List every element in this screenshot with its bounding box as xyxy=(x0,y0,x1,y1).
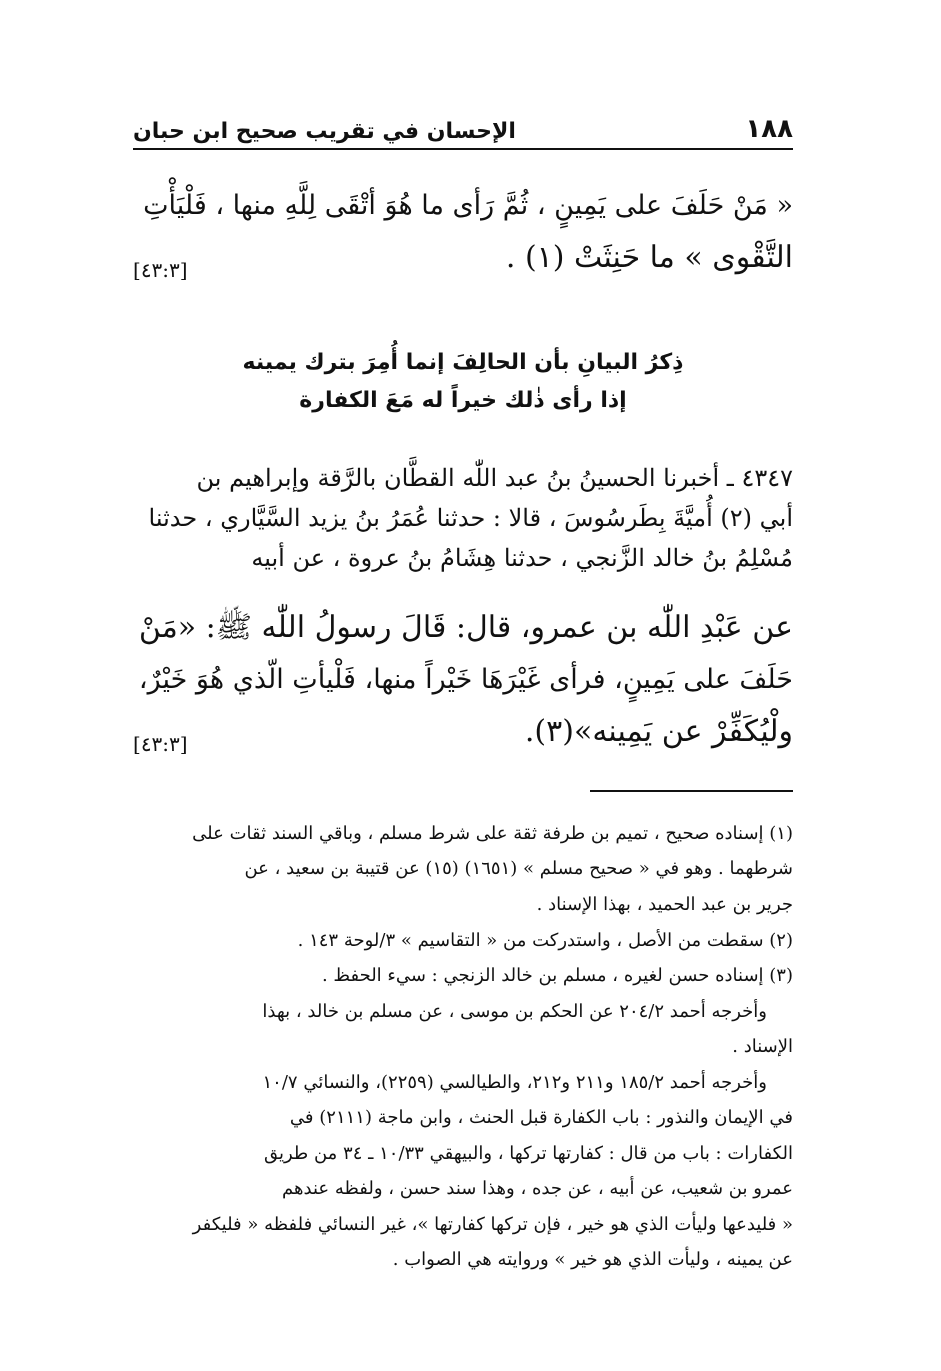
footnote-line: (٣) إسناده حسن لغيره ، مسلم بن خالد الزنجي : سيء الحفظ . xyxy=(321,965,793,986)
footnote-line: الكفارات : باب من قال : كفارتها تركها ، والبيهقي ١٠/٣٣ ـ ٣٤ من طريق xyxy=(263,1143,793,1164)
page-number: ١٨٨ xyxy=(745,114,793,144)
previous-hadith-text xyxy=(133,180,793,284)
chapter-heading xyxy=(133,344,793,420)
reference-mark: [٤٣:٣] xyxy=(133,258,188,282)
footnote-line: (٢) سقطت من الأصل ، واستدركت من « التقاسيم » ٣/لوحة ١٤٣ . xyxy=(297,930,793,951)
page-header xyxy=(133,104,793,150)
text-line: « مَنْ حَلَفَ على يَمِينٍ ، ثُمَّ رَأى ما هُوَ أتْقَى لِلَّهِ منها ، فَلْيَأْتِ xyxy=(143,190,793,221)
footnote-line: (١) إسناده صحيح ، تميم بن طرفة ثقة على شرط مسلم ، وباقي السند ثقات على xyxy=(192,823,793,844)
text-line: عن عَبْدِ اللّٰه بن عمرو، قال: قَالَ رسولُ اللّٰه ﷺ: «مَنْ xyxy=(138,610,793,645)
footnote-line: عن يمينه ، وليأت الذي هو خير » وروايته هي الصواب . xyxy=(392,1249,793,1270)
footnote-line: الإسناد . xyxy=(732,1036,793,1057)
footnote-line: وأخرجه أحمد ٢٠٤/٢ عن الحكم بن موسى ، عن مسلم بن خالد ، بهذا xyxy=(262,1001,767,1022)
heading-line: إذا رأى ذٰلك خيراً له مَعَ الكفارة xyxy=(299,388,627,413)
footnote-line: شرطهما . وهو في « صحيح مسلم » (١٦٥١) (١٥) عن قتيبة بن سعيد ، عن xyxy=(244,858,793,879)
text-line: ولْيُكَفِّرْ عن يَمِينه»(٣). xyxy=(524,714,793,749)
footnote-line: « فليدعها وليأت الذي هو خير ، فإن تركها كفارتها »، غير النسائي فلفظه « فليكفر xyxy=(192,1214,793,1235)
heading-line: ذِكرُ البيانِ بأن الحالِفَ إنما أُمِرَ بترك يمينه xyxy=(242,350,684,375)
text-line: ٤٣٤٧ ـ أخبرنا الحسينُ بنُ عبد اللّٰه القطَّان بالرَّقة وإبراهيم بن xyxy=(196,464,793,492)
matn-text xyxy=(133,602,793,758)
text-line: مُسْلِمُ بنُ خالد الزَّنجي ، حدثنا هِشَامُ بنُ عروة ، عن أبيه xyxy=(251,544,793,572)
book-title: الإحسان في تقريب صحيح ابن حبان xyxy=(133,119,516,144)
footnote-line: في الإيمان والنذور : باب الكفارة قبل الحنث ، وابن ماجة (٢١١١) في xyxy=(289,1107,793,1128)
footnote-line: وأخرجه أحمد ١٨٥/٢ و٢١١ و٢١٢، والطيالسي (٢٢٥٩)، والنسائي ١٠/٧ xyxy=(262,1072,767,1093)
footnote-line: عمرو بن شعيب، عن أبيه ، عن جده ، وهذا سند حسن ، ولفظه عندهم xyxy=(282,1178,793,1199)
text-line: التَّقْوى » ما حَنِثَتْ (١) . xyxy=(505,240,793,275)
reference-mark: [٤٣:٣] xyxy=(133,732,188,756)
isnad-text xyxy=(133,458,793,578)
text-line: أبي (٢) أُميَّةَ بِطَرسُوسَ ، قالا : حدثنا عُمَرُ بنُ يزيد السَّيَّاري ، حدثنا xyxy=(148,504,793,532)
footnote-divider xyxy=(590,790,793,792)
footnote-line: جرير بن عبد الحميد ، بهذا الإسناد . xyxy=(536,894,793,915)
text-line: حَلَفَ على يَمِينٍ، فرأى غَيْرَهَا خَيْراً منها، فَلْيأتِ الّذي هُوَ خَيْرٌ، xyxy=(138,664,793,695)
